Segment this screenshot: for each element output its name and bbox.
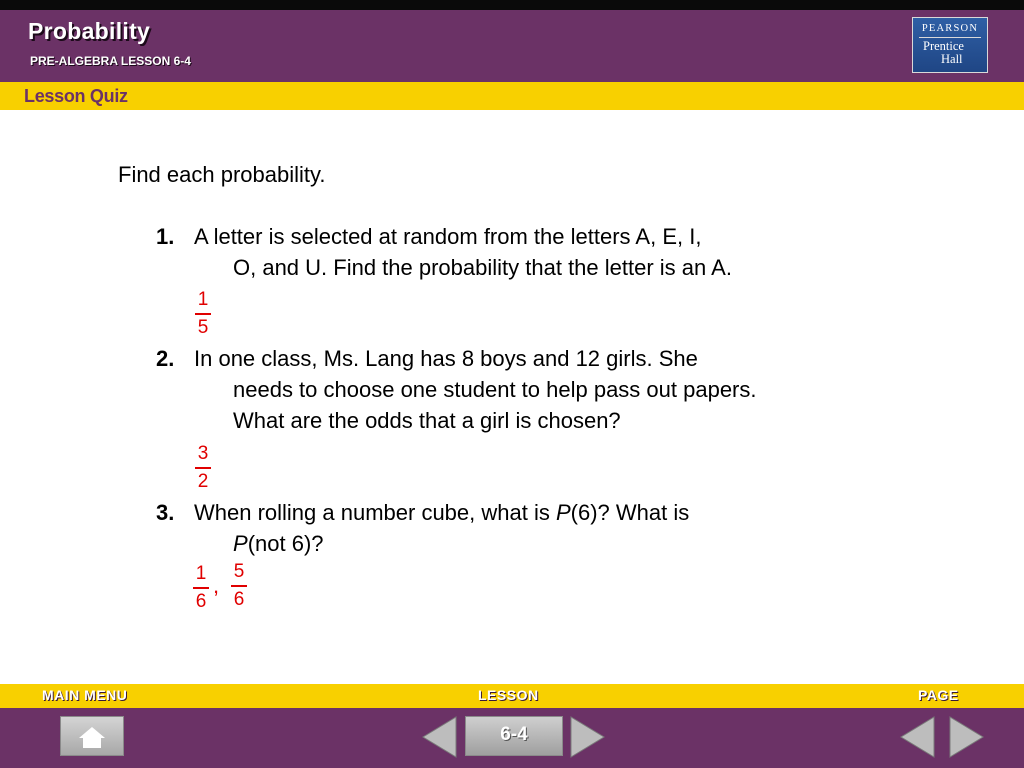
section-label: Lesson Quiz: [24, 86, 128, 106]
question-3-text-c: (not 6)?: [247, 531, 324, 556]
question-1-answer: [195, 290, 211, 338]
answer-numerator: 1: [195, 563, 207, 584]
answer-numerator: 5: [233, 561, 245, 582]
answer-denominator: 6: [195, 590, 207, 612]
question-1-line-1: A letter is selected at random from the letters A, E, I,: [194, 224, 702, 249]
answer-separator: ,: [213, 573, 220, 598]
page-label: PAGE: [918, 687, 959, 703]
logo-prentice-text: Prentice: [923, 39, 964, 53]
answer-numerator: 1: [197, 289, 209, 310]
question-1-number: 1.: [156, 224, 175, 249]
question-3-line-2: [233, 531, 324, 557]
lesson-next-arrow-icon[interactable]: [567, 715, 607, 759]
logo-divider: [919, 37, 981, 38]
logo-hall-text: Hall: [941, 52, 963, 66]
footer-label-bar: [0, 684, 1024, 708]
question-1-line-2: O, and U. Find the probability that the letter is an A.: [233, 255, 732, 280]
logo-pearson-text: PEARSON: [921, 23, 979, 34]
question-3-text-b: (6)? What is: [570, 500, 690, 525]
answer-denominator: 6: [233, 588, 245, 610]
lesson-label: LESSON: [478, 687, 539, 703]
lesson-number-button[interactable]: [465, 716, 563, 756]
question-3-variable-p-2: P: [233, 531, 248, 556]
pearson-prentice-hall-logo: [912, 17, 988, 73]
question-2-line-3: What are the odds that a girl is chosen?: [233, 408, 621, 433]
question-3-line-1: [194, 500, 689, 526]
question-3-answer-2: [231, 562, 247, 610]
question-3-text-a: When rolling a number cube, what is: [194, 500, 556, 525]
home-icon: [61, 717, 123, 755]
page-prev-arrow-icon[interactable]: [898, 715, 938, 759]
main-menu-label: MAIN MENU: [42, 687, 128, 703]
quiz-content: [0, 110, 1024, 684]
footer-navigation: [0, 708, 1024, 768]
question-3-answer-1: [193, 564, 209, 612]
main-menu-button[interactable]: [60, 716, 124, 756]
answer-denominator: 5: [197, 316, 209, 338]
question-3-number: 3.: [156, 500, 175, 525]
quiz-intro: Find each probability.: [118, 162, 326, 187]
question-3-variable-p: P: [555, 500, 571, 525]
lesson-number: 6-4: [500, 724, 528, 745]
question-2-line-1: In one class, Ms. Lang has 8 boys and 12 girls. She: [194, 346, 698, 371]
section-bar: [0, 82, 1024, 110]
slide-title: Probability: [28, 18, 151, 44]
slide-header: [0, 10, 1024, 82]
lesson-subtitle: PRE-ALGEBRA LESSON 6-4: [30, 54, 191, 68]
question-2-answer: [195, 444, 211, 492]
top-border: [0, 0, 1024, 10]
fraction-bar: [195, 313, 211, 315]
question-2-line-2: needs to choose one student to help pass out papers.: [233, 377, 757, 402]
page-next-arrow-icon[interactable]: [946, 715, 986, 759]
answer-numerator: 3: [197, 443, 209, 464]
lesson-prev-arrow-icon[interactable]: [420, 715, 460, 759]
fraction-bar: [195, 467, 211, 469]
question-2-number: 2.: [156, 346, 175, 371]
fraction-bar: [193, 587, 209, 589]
answer-denominator: 2: [197, 470, 209, 492]
fraction-bar: [231, 585, 247, 587]
